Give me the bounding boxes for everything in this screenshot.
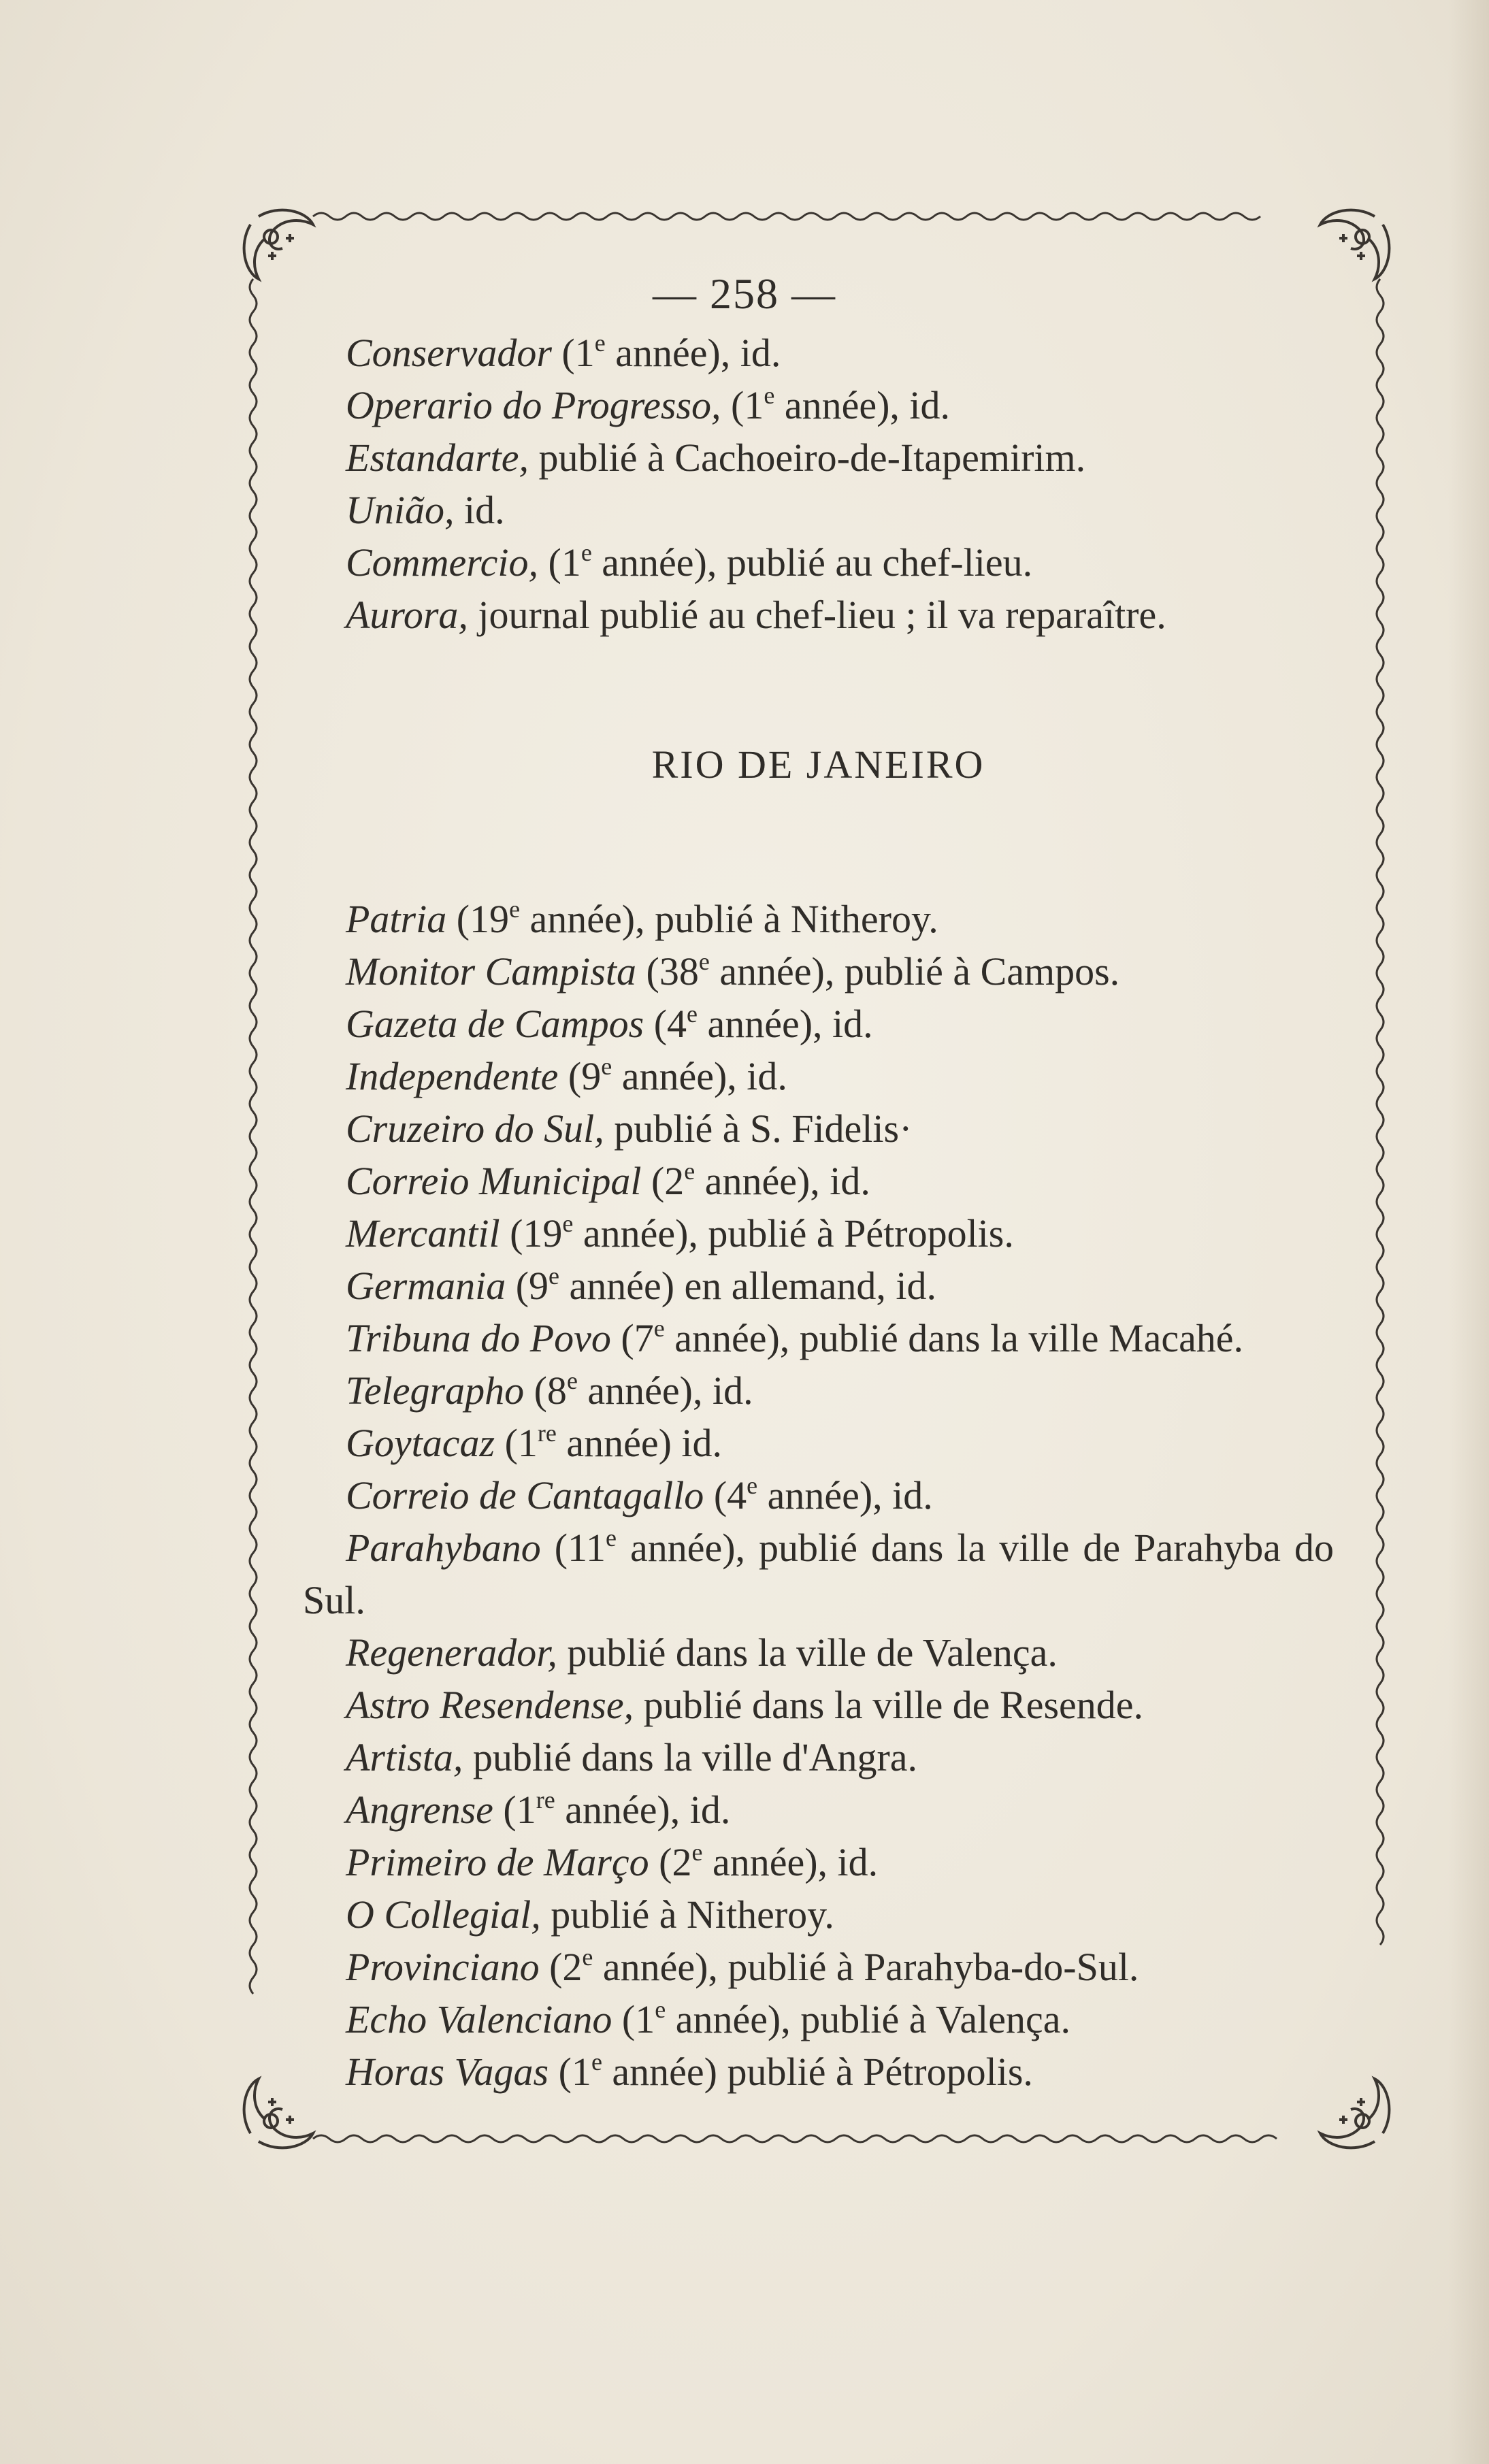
newspaper-title: Operario do Progresso, [346, 383, 721, 427]
list-entry [303, 1469, 1334, 1522]
newspaper-title: Independente [346, 1054, 559, 1098]
newspaper-title: Artista, [346, 1735, 463, 1779]
newspaper-title: União, [346, 488, 455, 532]
list-entry [303, 998, 1334, 1050]
list-entry [303, 1050, 1334, 1102]
entry-detail-rest: année), publié à Parahyba-do-Sul. [593, 1945, 1139, 1989]
newspaper-title: Provinciano [346, 1945, 540, 1989]
ordinal-superscript: e [687, 1000, 698, 1028]
entry-detail: (1 [538, 540, 581, 585]
list-entry [303, 536, 1334, 589]
newspaper-title: Telegrapho [346, 1368, 525, 1413]
list-entry [303, 1522, 1334, 1626]
entry-detail-rest: année), publié à Campos. [709, 949, 1120, 993]
left-wavy-border [250, 279, 257, 1994]
ordinal-superscript: e [509, 896, 521, 923]
ordinal-superscript: e [764, 382, 775, 409]
entry-detail-rest: année) en allemand, id. [559, 1264, 936, 1308]
entry-detail-rest: année), id. [555, 1788, 731, 1832]
list-entry [303, 1731, 1334, 1784]
ordinal-superscript: re [537, 1419, 557, 1447]
newspaper-title: Conservador [346, 331, 552, 375]
list-entry [303, 1836, 1334, 1888]
entry-detail: (2 [649, 1840, 692, 1884]
ordinal-superscript: e [591, 2048, 602, 2075]
entries-top-list [303, 327, 1334, 641]
entry-detail: (9 [558, 1054, 602, 1098]
newspaper-title: Correio de Cantagallo [346, 1473, 704, 1517]
list-entry [303, 1941, 1334, 1993]
list-entry [303, 1207, 1334, 1260]
entry-detail-rest: année), id. [695, 1159, 870, 1203]
entry-detail-rest: année), id. [577, 1368, 753, 1413]
entry-detail-rest: année), id. [702, 1840, 879, 1884]
entry-detail: (1 [493, 1788, 536, 1832]
ordinal-superscript: e [747, 1472, 758, 1499]
entry-detail-rest: année) publié à Pétropolis. [602, 2050, 1033, 2094]
entry-detail: (9 [506, 1264, 549, 1308]
list-entry [303, 379, 1334, 431]
entry-detail-rest: année), id. [698, 1002, 873, 1046]
list-entry [303, 1260, 1334, 1312]
newspaper-title: Echo Valenciano [346, 1997, 612, 2041]
entry-detail: (1 [612, 1997, 655, 2041]
entry-detail-rest: année), publié au chef-lieu. [591, 540, 1033, 585]
entry-detail: (4 [704, 1473, 747, 1517]
list-entry [303, 1626, 1334, 1679]
entry-detail: publié à S. Fidelis· [604, 1106, 913, 1151]
ordinal-superscript: e [601, 1053, 612, 1080]
list-entry [303, 1417, 1334, 1469]
bottom-wavy-border [313, 2135, 1277, 2142]
newspaper-title: Monitor Campista [346, 949, 636, 993]
ordinal-superscript: e [562, 1210, 574, 1237]
entry-detail: (1 [549, 2050, 591, 2094]
list-entry [303, 2046, 1334, 2098]
list-entry [303, 893, 1334, 945]
newspaper-title: Aurora, [346, 593, 468, 637]
list-entry [303, 1155, 1334, 1207]
entry-detail-rest: année) id. [556, 1421, 723, 1465]
entry-detail-rest: année), publié dans la ville de Parahyba do Sul. [303, 1526, 1334, 1622]
list-entry [303, 431, 1334, 484]
list-entry [303, 589, 1334, 641]
entry-detail-rest: année), id. [605, 331, 781, 375]
page-number: — 258 — [653, 269, 836, 318]
entries-rio-list [303, 893, 1334, 2098]
ordinal-superscript: e [566, 1367, 578, 1394]
newspaper-list [303, 327, 1334, 2098]
entry-detail: (1 [495, 1421, 538, 1465]
list-entry [303, 1888, 1334, 1941]
entry-detail: (19 [500, 1211, 563, 1255]
ordinal-superscript: e [594, 329, 606, 357]
entry-detail: journal publié au chef-lieu ; il va reparaître. [468, 593, 1166, 637]
entry-detail: (7 [610, 1316, 654, 1360]
newspaper-title: Angrense [346, 1788, 493, 1832]
newspaper-title: Horas Vagas [346, 2050, 549, 2094]
list-entry [303, 945, 1334, 998]
ordinal-superscript: e [655, 1996, 666, 2023]
entry-detail: publié dans la ville de Resende. [634, 1683, 1144, 1727]
newspaper-title: Germania [346, 1264, 506, 1308]
entry-detail-rest: année), id. [612, 1054, 787, 1098]
list-entry [303, 1364, 1334, 1417]
entry-detail: publié à Nitheroy. [540, 1892, 834, 1937]
entry-detail: (8 [524, 1368, 567, 1413]
newspaper-title: Primeiro de Março [346, 1840, 649, 1884]
list-entry [303, 1784, 1334, 1836]
entry-detail-rest: année), id. [757, 1473, 933, 1517]
ordinal-superscript: e [605, 1524, 617, 1551]
ordinal-superscript: e [580, 539, 592, 566]
newspaper-title: Mercantil [346, 1211, 500, 1255]
entry-detail: (4 [644, 1002, 687, 1046]
section-heading: RIO DE JANEIRO [651, 742, 985, 787]
entry-detail-rest: année), publié à Valença. [666, 1997, 1070, 2041]
ordinal-superscript: e [582, 1943, 593, 1971]
list-entry [303, 1312, 1334, 1364]
entry-detail: (38 [636, 949, 699, 993]
newspaper-title: Regenerador, [346, 1630, 557, 1675]
newspaper-title: Tribuna do Povo [346, 1316, 611, 1360]
entry-detail: id. [454, 488, 505, 532]
list-entry [303, 327, 1334, 379]
entry-detail: (2 [539, 1945, 583, 1989]
list-entry [303, 1993, 1334, 2046]
list-entry [303, 484, 1334, 536]
newspaper-title: Goytacaz [346, 1421, 495, 1465]
entry-detail-rest: année), publié à Pétropolis. [573, 1211, 1014, 1255]
newspaper-title: Cruzeiro do Sul, [346, 1106, 604, 1151]
top-wavy-border [313, 213, 1260, 220]
newspaper-title: Parahybano [346, 1526, 541, 1570]
newspaper-title: Commercio, [346, 540, 538, 585]
entry-detail-rest: année), id. [774, 383, 951, 427]
entry-detail-rest: année), publié à Nitheroy. [520, 897, 938, 941]
ordinal-superscript: e [698, 948, 710, 975]
entry-detail: (1 [721, 383, 764, 427]
entry-detail-rest: année), publié dans la ville Macahé. [664, 1316, 1244, 1360]
entry-detail: (11 [540, 1526, 606, 1570]
newspaper-title: O Collegial, [346, 1892, 541, 1937]
ordinal-superscript: e [653, 1315, 665, 1342]
ordinal-superscript: e [691, 1839, 703, 1866]
ordinal-superscript: e [684, 1157, 696, 1185]
newspaper-title: Astro Resendense, [346, 1683, 634, 1727]
entry-detail: publié à Cachoeiro-de-Itapemirim. [529, 436, 1086, 480]
entry-detail: (19 [446, 897, 510, 941]
list-entry [303, 1102, 1334, 1155]
newspaper-title: Correio Municipal [346, 1159, 642, 1203]
entry-detail: publié dans la ville de Valença. [557, 1630, 1058, 1675]
entry-detail: publié dans la ville d'Angra. [463, 1735, 918, 1779]
ordinal-superscript: re [536, 1786, 555, 1813]
list-entry [303, 1679, 1334, 1731]
newspaper-title: Estandarte, [346, 436, 529, 480]
newspaper-title: Gazeta de Campos [346, 1002, 644, 1046]
right-wavy-border [1377, 279, 1384, 1945]
entry-detail: (2 [641, 1159, 685, 1203]
newspaper-title: Patria [346, 897, 447, 941]
ordinal-superscript: e [549, 1262, 560, 1290]
entry-detail: (1 [551, 331, 595, 375]
